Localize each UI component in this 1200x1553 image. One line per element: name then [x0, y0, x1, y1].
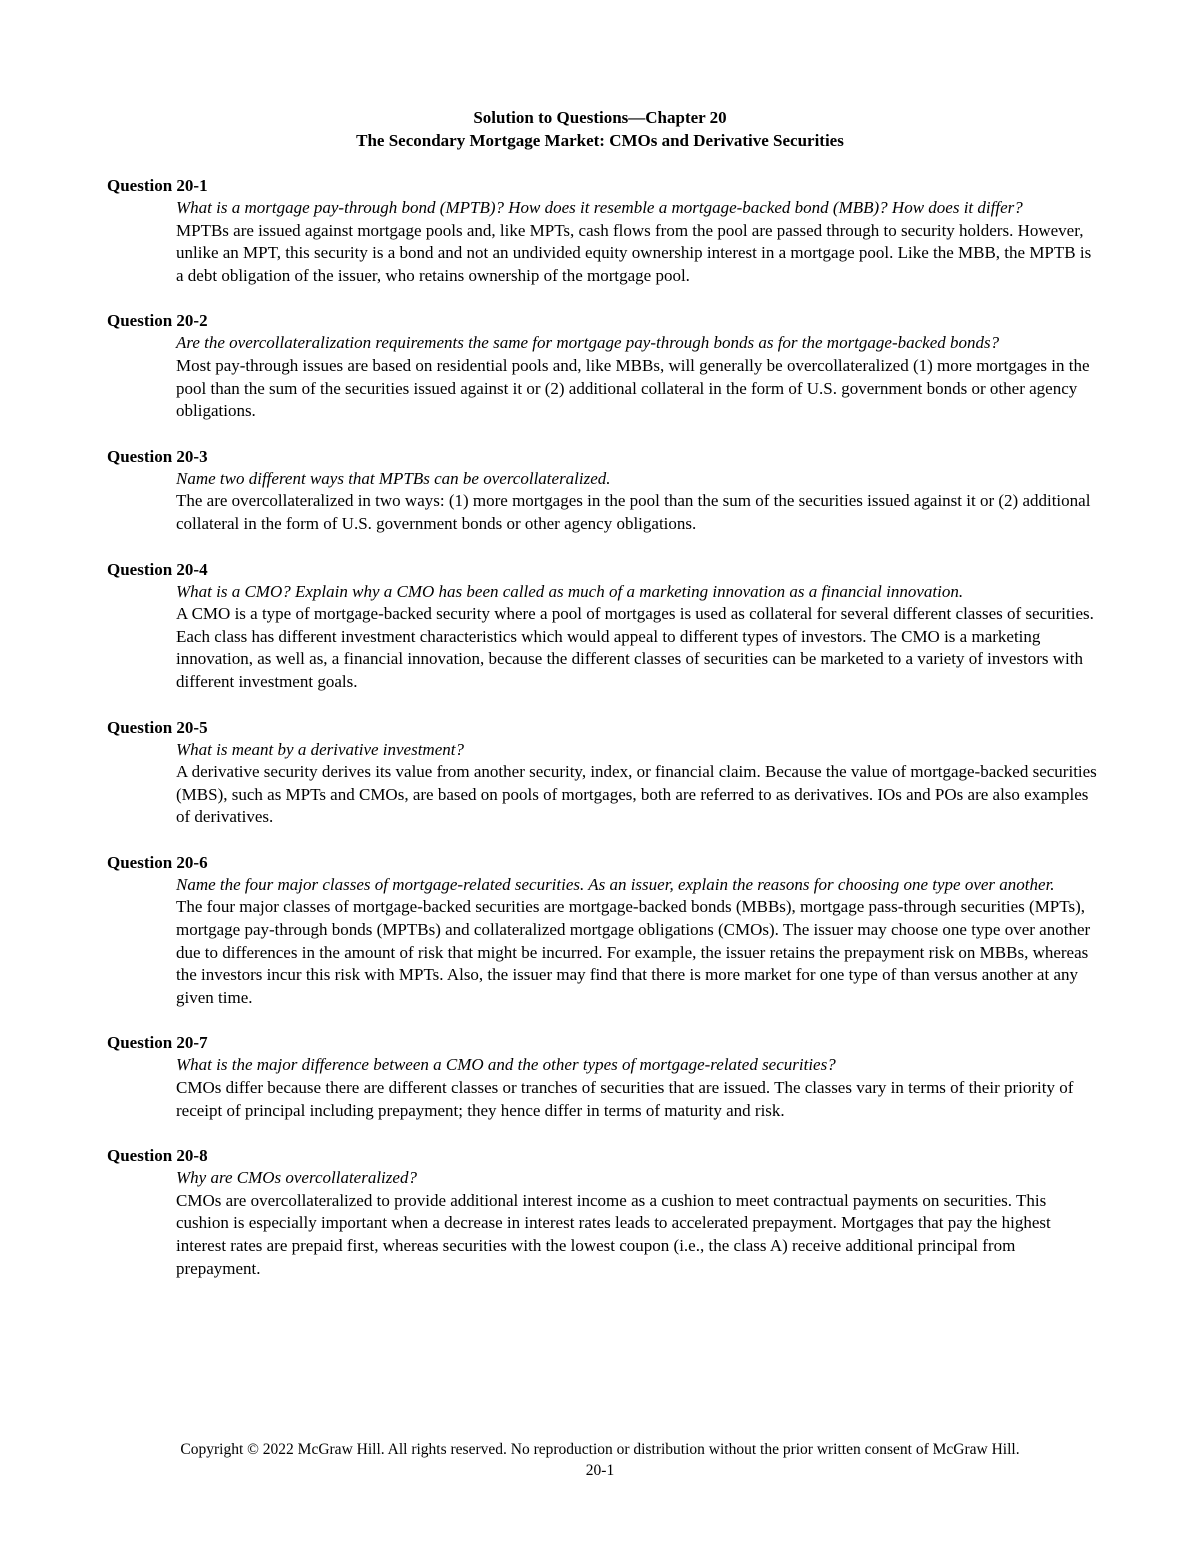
- question-answer: The four major classes of mortgage-backed securities are mortgage-backed bonds (MBBs), mortgage pass-through securities (MPTs), mortgage pay-through bonds (MPTBs) and collateralized mortgage obligations (CMOs). The issuer may choose one type over another due to differences in the amount of risk that might be incurred. For example, the issuer retains the prepayment risk on MBBs, whereas the investors incur this risk with MPTs. Also, the issuer may find that there is more market for one type of than versus another at any given time.: [176, 897, 1091, 1007]
- question-body: [176, 332, 1097, 422]
- question-answer: The are overcollateralized in two ways: (1) more mortgages in the pool than the sum of the securities issued against it or (2) additional collateral in the form of U.S. government bonds or other agency obligations.: [176, 491, 1091, 533]
- question-body: [176, 1167, 1097, 1280]
- page-subtitle: The Secondary Mortgage Market: CMOs and Derivative Securities: [356, 131, 844, 150]
- question-answer: Most pay-through issues are based on residential pools and, like MBBs, will generally be overcollateralized (1) more mortgages in the pool than the sum of the securities issued against it or (2) additional collateral in the form of U.S. government bonds or other agency obligations.: [176, 355, 1090, 421]
- question-heading: Question 20-3: [107, 446, 208, 466]
- question-block: [107, 716, 1097, 829]
- question-block: [107, 1031, 1097, 1122]
- question-prompt: What is meant by a derivative investment?: [176, 739, 464, 759]
- question-prompt: Name two different ways that MPTBs can be overcollateralized.: [176, 468, 611, 488]
- question-prompt: Name the four major classes of mortgage-related securities. As an issuer, explain the reasons for choosing one type over another.: [176, 874, 1055, 894]
- question-answer: A CMO is a type of mortgage-backed security where a pool of mortgages is used as collateral for several different classes of securities. Each class has different investment characteristics which would appeal to different types of investors. The CMO is a marketing innovation, as well as, a financial innovation, because the different classes of securities can be marketed to a variety of investors with different investment goals.: [176, 604, 1094, 691]
- question-heading: Question 20-4: [107, 559, 208, 579]
- question-answer: CMOs differ because there are different classes or tranches of securities that are issued. The classes vary in terms of their priority of receipt of principal including prepayment; they hence differ in terms of maturity and risk.: [176, 1078, 1074, 1120]
- question-answer: A derivative security derives its value from another security, index, or financial claim. Because the value of mortgage-backed securities (MBS), such as MPTs and CMOs, are based on pools of mortgages, both are referred to as derivatives. IOs and POs are also examples of derivatives.: [176, 762, 1097, 827]
- question-body: [176, 874, 1097, 1010]
- question-block: [107, 851, 1097, 1010]
- question-body: [176, 468, 1097, 536]
- question-heading: Question 20-6: [107, 852, 208, 872]
- question-prompt: Are the overcollateralization requirements the same for mortgage pay-through bonds as for the mortgage-backed bonds?: [176, 333, 1000, 353]
- question-prompt: What is a mortgage pay-through bond (MPTB)? How does it resemble a mortgage-backed bond (MBB)? How does it differ?: [176, 198, 1023, 217]
- question-prompt: Why are CMOs overcollateralized?: [176, 1168, 417, 1188]
- question-body: [176, 739, 1097, 829]
- copyright-notice: Copyright © 2022 McGraw Hill. All rights reserved. No reproduction or distribution without the prior written consent of McGraw Hill.: [180, 1441, 1020, 1458]
- question-answer: CMOs are overcollateralized to provide additional interest income as a cushion to meet contractual payments on securities. This cushion is especially important when a decrease in interest rates leads to accelerated prepayment. Mortgages that pay the highest interest rates are prepaid first, whereas securities with the lowest coupon (i.e., the class A) receive additional principal from prepayment.: [176, 1190, 1051, 1278]
- question-heading: Question 20-1: [107, 176, 208, 195]
- question-heading: Question 20-5: [107, 717, 208, 737]
- question-block: [107, 445, 1097, 536]
- question-answer: MPTBs are issued against mortgage pools and, like MPTs, cash flows from the pool are passed through to security holders. However, unlike an MPT, this security is a bond and not an undivided equity ownership interest in a mortgage pool. Like the MBB, the MPTB is a debt obligation of the issuer, who retains ownership of the mortgage pool.: [176, 220, 1092, 285]
- document-header: [0, 106, 1200, 152]
- question-prompt: What is the major difference between a CMO and the other types of mortgage-related securities?: [176, 1055, 836, 1075]
- question-heading: Question 20-7: [107, 1033, 208, 1053]
- question-block: [107, 174, 1097, 287]
- page-footer: [0, 1439, 1200, 1481]
- questions-list: [107, 174, 1097, 1302]
- page-title: Solution to Questions—Chapter 20: [473, 108, 727, 127]
- question-prompt: What is a CMO? Explain why a CMO has been called as much of a marketing innovation as a financial innovation.: [176, 581, 964, 601]
- question-body: [176, 197, 1097, 287]
- question-heading: Question 20-8: [107, 1146, 208, 1166]
- page-number: 20-1: [585, 1462, 615, 1479]
- question-heading: Question 20-2: [107, 311, 208, 331]
- question-block: [107, 309, 1097, 422]
- question-block: [107, 1144, 1097, 1280]
- question-body: [176, 1054, 1097, 1122]
- question-body: [176, 581, 1097, 694]
- question-block: [107, 558, 1097, 694]
